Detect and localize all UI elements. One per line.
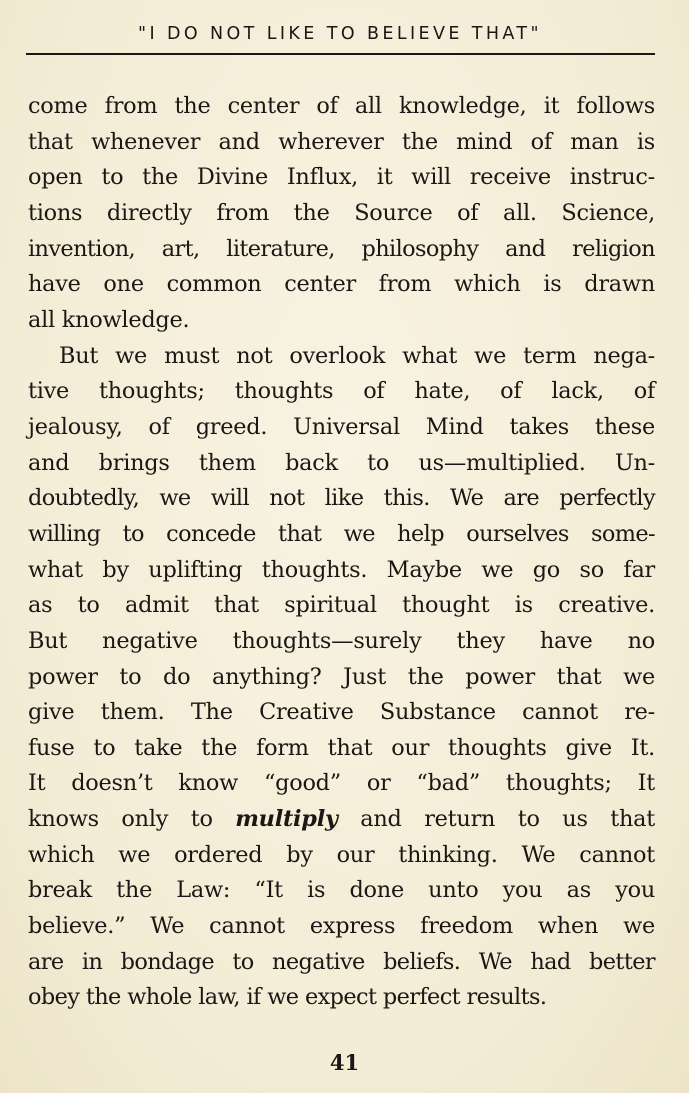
text-segment: knows only to: [28, 806, 236, 833]
text-line: willing to concede that we help ourselves some-: [28, 520, 655, 547]
text-line: tive thoughts; thoughts of hate, of lack, of: [28, 378, 655, 405]
text-line: are in bondage to negative beliefs. We had better: [28, 948, 655, 975]
running-head: "I DO NOT LIKE TO BELIEVE THAT": [138, 24, 542, 44]
text-line: jealousy, of greed. Universal Mind takes these: [28, 413, 655, 440]
text-line: fuse to take the form that our thoughts give It.: [28, 734, 655, 761]
text-line: have one common center from which is drawn: [28, 271, 655, 298]
text-line: open to the Divine Influx, it will receive instruc-: [28, 164, 655, 191]
text-line: believe.” We cannot express freedom when we: [28, 913, 655, 940]
text-line: obey the whole law, if we expect perfect results.: [28, 984, 547, 1011]
text-line: which we ordered by our thinking. We cannot: [28, 841, 655, 868]
text-line: But negative thoughts—surely they have no: [28, 627, 655, 654]
text-line: It doesn’t know “good” or “bad” thoughts; It: [28, 770, 655, 797]
text-line: that whenever and wherever the mind of man is: [28, 128, 655, 155]
text-segment: and return to us that: [337, 806, 656, 833]
page-number: 41: [329, 1050, 360, 1075]
text-line: power to do anything? Just the power that we: [28, 663, 655, 690]
text-line: doubtedly, we will not like this. We are perfectly: [28, 485, 655, 512]
body-text: [28, 89, 655, 1016]
emphasized-word: multiply: [235, 806, 338, 833]
text-line: invention, art, literature, philosophy and religion: [28, 235, 655, 262]
text-line: and brings them back to us—multiplied. Un-: [28, 449, 655, 476]
text-line: all knowledge.: [28, 306, 190, 333]
text-line-with-emphasis: [28, 802, 655, 838]
text-line: as to admit that spiritual thought is creative.: [28, 592, 655, 619]
paragraph-2: [28, 339, 655, 1016]
text-line: come from the center of all knowledge, it follows: [28, 93, 655, 119]
text-line: break the Law: “It is done unto you as you: [28, 877, 655, 904]
header-rule: [26, 53, 655, 55]
text-line: give them. The Creative Substance cannot re-: [28, 699, 655, 726]
text-line: what by uplifting thoughts. Maybe we go so far: [28, 556, 655, 583]
paragraph-1: [28, 89, 655, 339]
text-line: But we must not overlook what we term nega-: [59, 342, 655, 369]
text-line: tions directly from the Source of all. Science,: [28, 199, 655, 226]
